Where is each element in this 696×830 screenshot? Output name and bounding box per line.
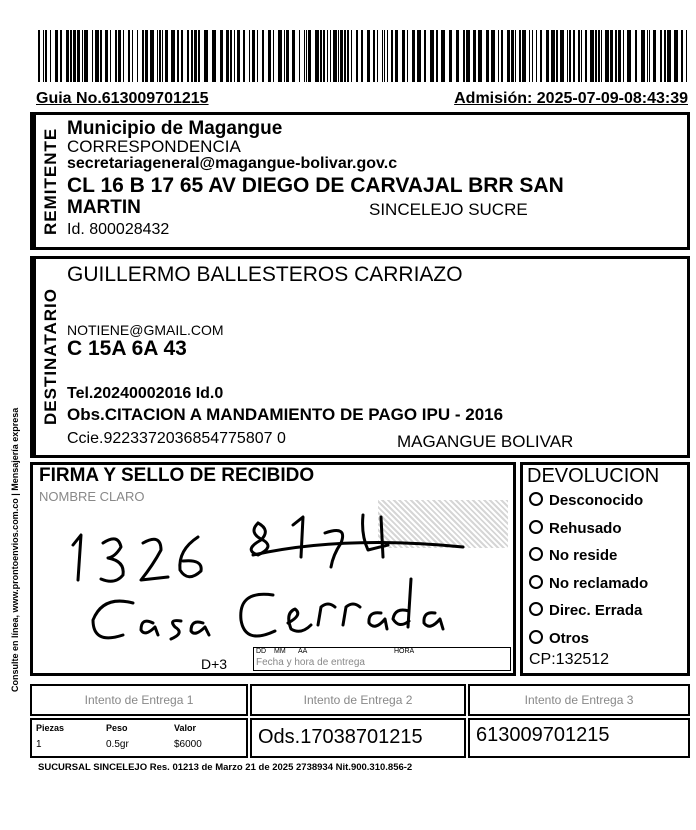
barcode-bar [466, 30, 470, 82]
barcode-bar [323, 30, 325, 82]
barcode-bar [567, 30, 568, 82]
barcode-bar [55, 30, 58, 82]
barcode-bar [532, 30, 533, 82]
barcode-bar [556, 30, 558, 82]
barcode-bar [373, 30, 375, 82]
barcode-bar [230, 30, 232, 82]
barcode-bar [595, 30, 597, 82]
remitente-city: SINCELEJO SUCRE [369, 200, 528, 219]
destinatario-email: NOTIENE@GMAIL.COM [67, 322, 224, 338]
firma-box [30, 462, 516, 676]
barcode-bar [507, 30, 510, 82]
valor-header: Valor [174, 723, 197, 733]
barcode-bar [647, 30, 648, 82]
barcode-bar [273, 30, 274, 82]
piezas-header: Piezas [36, 723, 65, 733]
barcode-bar [377, 30, 378, 82]
guia-number-footer: 613009701215 [476, 724, 610, 746]
side-caption: Consulte en línea, www.prontoenvios.com.co | Mensajería expresa [10, 407, 20, 693]
barcode-bar [569, 30, 571, 82]
barcode-bar [191, 30, 193, 82]
paquete-info [30, 718, 248, 758]
radio-icon [529, 547, 543, 561]
barcode-bar [262, 30, 264, 82]
barcode-bar [478, 30, 482, 82]
barcode-bar [142, 30, 144, 82]
remitente-dept: CORRESPONDENCIA [67, 137, 241, 156]
intento-entrega-3: Intento de Entrega 3 [468, 684, 690, 716]
barcode-bar [436, 30, 438, 82]
radio-icon [529, 575, 543, 589]
barcode-bar [212, 30, 216, 82]
barcode-bar [320, 30, 322, 82]
barcode-bar [194, 30, 197, 82]
barcode-bar [128, 30, 130, 82]
barcode-bar [132, 30, 133, 82]
radio-icon [529, 602, 543, 616]
valor-value: $6000 [174, 739, 202, 750]
barcode-bar [498, 30, 499, 82]
barcode-bar [110, 30, 111, 82]
barcode-bar [340, 30, 343, 82]
devolucion-option-no-reclamado[interactable]: No reclamado [529, 575, 648, 603]
fecha-caption: Fecha y hora de entrega [256, 657, 365, 668]
barcode-bar [249, 30, 250, 82]
barcode-bar [515, 30, 516, 82]
barcode-bar [585, 30, 587, 82]
firma-title: FIRMA Y SELLO DE RECIBIDO [39, 465, 315, 486]
barcode-bar [115, 30, 117, 82]
barcode-bar [50, 30, 51, 82]
barcode-bar [137, 30, 138, 82]
peso-value: 0.5gr [106, 739, 129, 750]
barcode-bar [105, 30, 108, 82]
devolucion-option-no-reside[interactable]: No reside [529, 547, 648, 575]
barcode-bar [424, 30, 426, 82]
guia-number-box [468, 718, 690, 758]
remitente-address-line1: CL 16 B 17 65 AV DIEGO DE CARVAJAL BRR SAN [67, 174, 564, 197]
barcode-bar [45, 30, 47, 82]
remitente-name: Municipio de Magangue [67, 118, 283, 139]
guia-number-header: Guia No.613009701215 [36, 90, 209, 107]
barcode-bar [522, 30, 526, 82]
destinatario-name: GUILLERMO BALLESTEROS CARRIAZO [67, 263, 463, 286]
ods-number-box [250, 718, 466, 758]
barcode-bar [243, 30, 245, 82]
barcode-bar [344, 30, 346, 82]
barcode-bar [463, 30, 465, 82]
barcode-bar [226, 30, 229, 82]
barcode-bar [560, 30, 564, 82]
date-mm: MM [274, 648, 286, 655]
barcode-bar [361, 30, 363, 82]
barcode-bar [304, 30, 305, 82]
barcode-bar [367, 30, 370, 82]
barcode-bar [38, 30, 40, 82]
barcode-bar [601, 30, 602, 82]
destinatario-obs: Obs.CITACION A MANDAMIENTO DE PAGO IPU - 2016 [67, 405, 504, 424]
barcode-bar [333, 30, 337, 82]
barcode-bar [441, 30, 445, 82]
admision-timestamp: Admisión: 2025-07-09-08:43:39 [454, 90, 688, 107]
barcode-bar [234, 30, 235, 82]
destinatario-ccie: Ccie.9223372036854775807 0 [67, 430, 286, 447]
barcode-bar [347, 30, 349, 82]
barcode-bar [181, 30, 183, 82]
barcode-bar [581, 30, 582, 82]
barcode-bar [627, 30, 631, 82]
barcode-bar [157, 30, 158, 82]
barcode-bar [257, 30, 258, 82]
barcode-bar [95, 30, 99, 82]
barcode-bar [473, 30, 476, 82]
barcode-bar [536, 30, 537, 82]
intento-entrega-1: Intento de Entrega 1 [30, 684, 248, 716]
barcode-bar [66, 30, 69, 82]
barcode-bar [70, 30, 72, 82]
barcode-bar [491, 30, 495, 82]
remitente-email: secretariageneral@magangue-bolivar.gov.c [67, 155, 398, 172]
devolucion-option-direc-errada[interactable]: Direc. Errada [529, 602, 648, 630]
barcode-bar [511, 30, 514, 82]
barcode-bar [407, 30, 408, 82]
barcode-bar [387, 30, 388, 82]
ods-number: Ods.17038701215 [258, 726, 423, 748]
barcode-bar [327, 30, 328, 82]
barcode-bar [338, 30, 339, 82]
barcode-bar [417, 30, 421, 82]
devolucion-option-otros[interactable]: Otros [529, 630, 648, 653]
barcode-bar [382, 30, 383, 82]
codigo-postal: CP:132512 [529, 651, 610, 668]
barcode-bar [198, 30, 200, 82]
barcode-bar [402, 30, 405, 82]
destinatario-label: DESTINATARIO [33, 259, 66, 455]
barcode-bar [171, 30, 175, 82]
barcode-bar [519, 30, 521, 82]
barcode-bar [546, 30, 549, 82]
remitente-label: REMITENTE [33, 115, 66, 247]
destinatario-city: MAGANGUE BOLIVAR [397, 432, 574, 451]
remitente-address-line2: MARTIN [67, 197, 141, 218]
barcode-bar [268, 30, 271, 82]
barcode-bar [449, 30, 452, 82]
barcode-bar [664, 30, 666, 82]
footer-sucursal: SUCURSAL SINCELEJO Res. 01213 de Marzo 21 de 2025 2738934 Nit.900.310.856-2 [38, 762, 413, 773]
barcode-bar [653, 30, 656, 82]
barcode-bar [145, 30, 148, 82]
nombre-claro-label: NOMBRE CLARO [39, 489, 145, 504]
barcode-bar [529, 30, 530, 82]
piezas-value: 1 [36, 739, 42, 750]
barcode-bar [165, 30, 168, 82]
devolucion-option-rehusado[interactable]: Rehusado [529, 520, 648, 548]
barcode-bar [330, 30, 331, 82]
barcode-bar [540, 30, 542, 82]
barcode-bar [162, 30, 163, 82]
barcode-bar [306, 30, 307, 82]
barcode-bar [430, 30, 434, 82]
barcode-bar [187, 30, 189, 82]
d-plus-label: D+3 [201, 656, 228, 672]
handwritten-signature [63, 495, 483, 655]
devolucion-title: DEVOLUCION [527, 465, 660, 487]
barcode-bar [284, 30, 285, 82]
date-dd: DD [256, 648, 267, 655]
barcode-bar [610, 30, 613, 82]
radio-icon [529, 492, 543, 506]
barcode-bar [252, 30, 255, 82]
barcode-bar [667, 30, 671, 82]
barcode-bar [641, 30, 645, 82]
barcode-bar [486, 30, 489, 82]
barcode-bar [456, 30, 459, 82]
destinatario-tel: Tel.20240002016 Id.0 [67, 385, 224, 402]
barcode-bar [501, 30, 503, 82]
barcode-bar [100, 30, 102, 82]
barcode-bar [204, 30, 208, 82]
barcode-bar [150, 30, 154, 82]
barcode-bar [82, 30, 83, 82]
barcode-bar [177, 30, 179, 82]
date-aa: AA [298, 648, 308, 655]
barcode-bar [590, 30, 594, 82]
devolucion-option-desconocido[interactable]: Desconocido [529, 492, 648, 520]
devolucion-box [520, 462, 690, 676]
barcode-bar [315, 30, 319, 82]
destinatario-box [30, 256, 690, 458]
barcode-bar [159, 30, 161, 82]
barcode-bar [384, 30, 385, 82]
radio-icon [529, 520, 543, 534]
date-hora: HORA [394, 648, 415, 655]
barcode-bar [573, 30, 575, 82]
barcode-bar [623, 30, 624, 82]
barcode-bar [598, 30, 600, 82]
barcode-bar [686, 30, 687, 82]
fecha-entrega-box [253, 647, 511, 671]
barcode-bar [220, 30, 223, 82]
barcode-bar [615, 30, 617, 82]
barcode-bar [681, 30, 683, 82]
barcode-bar [674, 30, 678, 82]
barcode-bar [635, 30, 637, 82]
barcode-bar [308, 30, 311, 82]
remitente-id: Id. 800028432 [67, 221, 170, 238]
barcode-bar [649, 30, 650, 82]
barcode-bar [391, 30, 393, 82]
destinatario-address: C 15A 6A 43 [67, 337, 187, 360]
barcode [38, 30, 688, 82]
barcode-bar [286, 30, 289, 82]
barcode-bar [412, 30, 415, 82]
barcode-bar [578, 30, 580, 82]
barcode-bar [118, 30, 121, 82]
barcode-bar [92, 30, 93, 82]
barcode-bar [660, 30, 662, 82]
barcode-bar [123, 30, 124, 82]
barcode-bar [60, 30, 62, 82]
barcode-bar [351, 30, 352, 82]
barcode-bar [299, 30, 300, 82]
barcode-bar [618, 30, 621, 82]
intento-entrega-2: Intento de Entrega 2 [250, 684, 466, 716]
barcode-bar [395, 30, 398, 82]
radio-icon [529, 630, 543, 644]
barcode-bar [77, 30, 80, 82]
barcode-bar [551, 30, 555, 82]
barcode-bar [292, 30, 295, 82]
barcode-bar [73, 30, 76, 82]
barcode-bar [356, 30, 358, 82]
barcode-bar [605, 30, 609, 82]
barcode-bar [278, 30, 282, 82]
barcode-bar [84, 30, 88, 82]
devolucion-options [529, 492, 648, 653]
barcode-bar [237, 30, 240, 82]
peso-header: Peso [106, 723, 128, 733]
remitente-box [30, 112, 690, 250]
barcode-bar [43, 30, 44, 82]
